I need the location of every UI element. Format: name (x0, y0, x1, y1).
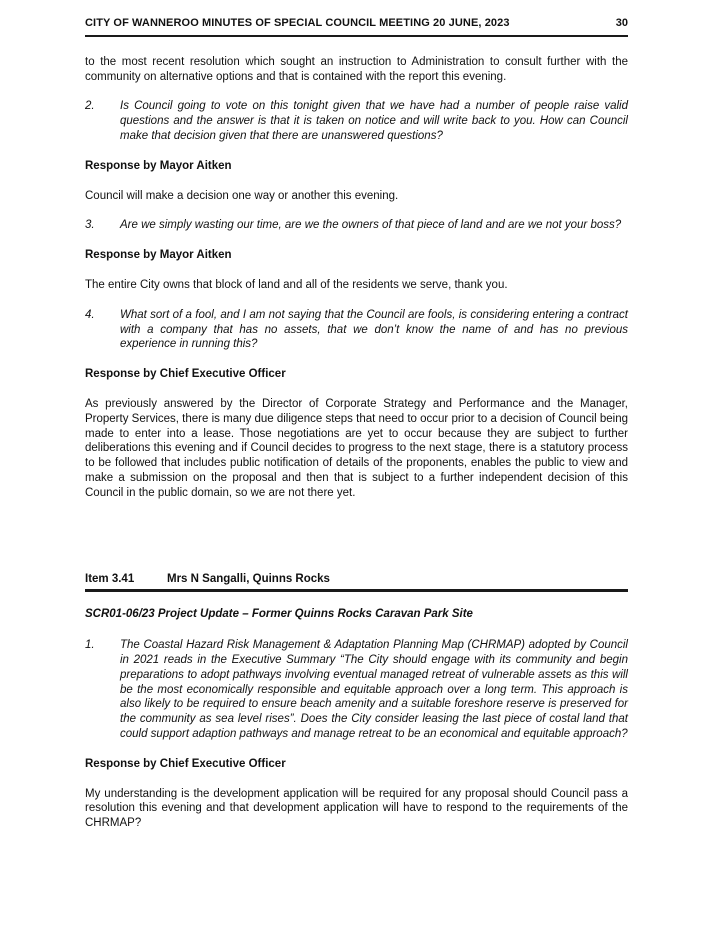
intro-paragraph: to the most recent resolution which sought an instruction to Administration to consult further with the community on alternative options and that is contained with the report this evening. (85, 55, 628, 83)
question-4-text: What sort of a fool, and I am not saying that the Council are fools, is considering entering a contract with a company that has no assets, that we don’t know the name of and has no previous experience in running this? (120, 308, 628, 351)
response-text-ceo-2: My understanding is the development application will be required for any proposal should Council pass a resolution this evening and that development application will have to respond to the requirements of the CHRMAP? (85, 787, 628, 830)
question-item-2 (85, 99, 628, 143)
question-2-number: 2. (85, 100, 95, 113)
response-heading-mayor-1: Response by Mayor Aitken (85, 159, 232, 172)
response-text-mayor-2: The entire City owns that block of land and all of the residents we serve, thank you. (85, 278, 508, 291)
question-1-number: 1. (85, 639, 95, 652)
page-header (85, 16, 628, 37)
header-page-number: 30 (615, 17, 628, 29)
response-heading-mayor-2: Response by Mayor Aitken (85, 249, 232, 262)
question-3-number: 3. (85, 219, 95, 232)
response-text-mayor-1: Council will make a decision one way or another this evening. (85, 189, 399, 202)
subject-heading: SCR01-06/23 Project Update – Former Quinns Rocks Caravan Park Site (85, 608, 473, 621)
question-item-1 (85, 638, 628, 742)
response-text-ceo-1: As previously answered by the Director of Corporate Strategy and Performance and the Manager, Property Services, there is many due diligence steps that need to occur prior to a decision of Council being made to enter into a lease. Those negotiations are yet to occur because they are subject to further deliberations this evening and if Council decides to progress to the next stage, there is a statutory process to be followed that includes public notification of details of the proponents, enables the public to view and make a submission on the proposal and then that is subject to a further independent decision of this Council in the public domain, so we are not there yet. (85, 397, 628, 499)
question-2-text: Is Council going to vote on this tonight given that we have had a number of people raise valid questions and the answer is that it is taken on notice and will write back to you. How can Council make that decision given that there are unanswered questions? (120, 100, 628, 142)
question-1-text: The Coastal Hazard Risk Management & Adaptation Planning Map (CHRMAP) adopted by Council in 2021 reads in the Executive Summary “The City should engage with its community and begin preparations to adopt pathways involving eventual managed retreat of vulnerable assets as this will be the most economically responsible and equitable approach over a long term. This approach is also likely to be required to ensure beach amenity and a suitable foreshore reserve is preserved for the community as sea level rises”. Does the City consider leasing the last piece of costal land that could support adaption pathways and manage retreat to be an economical and equitable approach? (120, 639, 628, 740)
section-spacer (85, 516, 628, 572)
question-item-4 (85, 308, 628, 352)
item-title: Mrs N Sangalli, Quinns Rocks (167, 572, 330, 585)
question-4-number: 4. (85, 308, 95, 321)
header-title: CITY OF WANNEROO MINUTES OF SPECIAL COUNCIL MEETING 20 JUNE, 2023 (85, 17, 510, 29)
question-3-text: Are we simply wasting our time, are we the owners of that piece of land and are we not your boss? (120, 219, 622, 232)
item-number: Item 3.41 (85, 572, 135, 585)
question-item-3 (85, 218, 628, 233)
item-heading (85, 572, 628, 593)
response-heading-ceo-2: Response by Chief Executive Officer (85, 757, 286, 770)
response-heading-ceo-1: Response by Chief Executive Officer (85, 368, 286, 381)
document-body (85, 55, 628, 831)
